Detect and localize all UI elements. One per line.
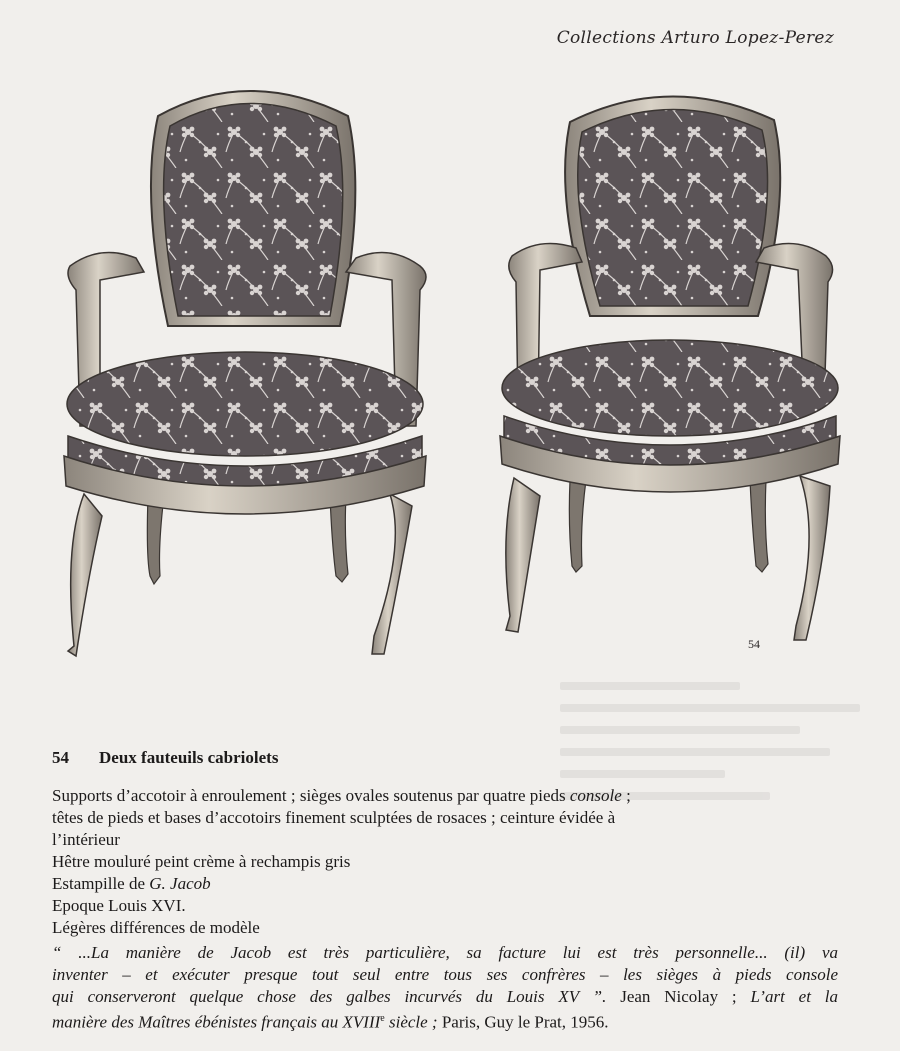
quote-line	[52, 986, 838, 1008]
quote-publisher: Paris, Guy le Prat, 1956.	[437, 1012, 609, 1032]
desc-line: l’intérieur	[52, 830, 120, 849]
citation-quote	[52, 942, 838, 1034]
desc-line	[52, 873, 838, 895]
desc-text: Supports d’accotoir à enroulement ; sièges ovales soutenus par quatre pieds	[52, 786, 570, 805]
collection-header: Collections Arturo Lopez-Perez	[556, 28, 834, 48]
quote-book-title: L’art et la	[750, 987, 838, 1006]
desc-line	[52, 785, 838, 807]
desc-text: Estampille de	[52, 874, 150, 893]
superscript: e	[380, 1013, 385, 1024]
quote-text: qui conserveront quelque chose des galbes incurvés du Louis XV ”.	[52, 987, 607, 1006]
armchair-left-illustration	[64, 91, 426, 656]
plate-number: 54	[748, 637, 760, 651]
entry-description	[52, 785, 838, 939]
desc-line: Légères différences de modèle	[52, 918, 260, 937]
desc-line: têtes de pieds et bases d’accotoirs finement sculptées de rosaces ; ceinture évidée à	[52, 808, 616, 827]
quote-line: inventer – et exécuter presque tout seul entre tous ses confrères – les sièges à pieds console	[52, 965, 838, 984]
armchairs-photograph	[40, 76, 860, 676]
armchair-right-illustration	[500, 96, 840, 640]
entry-heading	[52, 748, 278, 768]
quote-book-title: manière des Maîtres ébénistes français au XVIII	[52, 1012, 381, 1032]
desc-line: Hêtre mouluré peint crème à rechampis gris	[52, 852, 351, 871]
desc-text: ;	[621, 786, 631, 805]
quote-author: Jean Nicolay ;	[606, 987, 751, 1006]
entry-number: 54	[52, 748, 69, 767]
maker-name: G. Jacob	[149, 874, 211, 893]
quote-line	[52, 1008, 838, 1034]
desc-line: Epoque Louis XVI.	[52, 896, 186, 915]
quote-book-title: siècle ;	[384, 1012, 438, 1032]
desc-italic: console	[569, 786, 622, 805]
quote-line: “ ...La manière de Jacob est très particulière, sa facture lui est très personnelle... (il) va	[52, 943, 838, 962]
entry-title: Deux fauteuils cabriolets	[99, 748, 279, 767]
